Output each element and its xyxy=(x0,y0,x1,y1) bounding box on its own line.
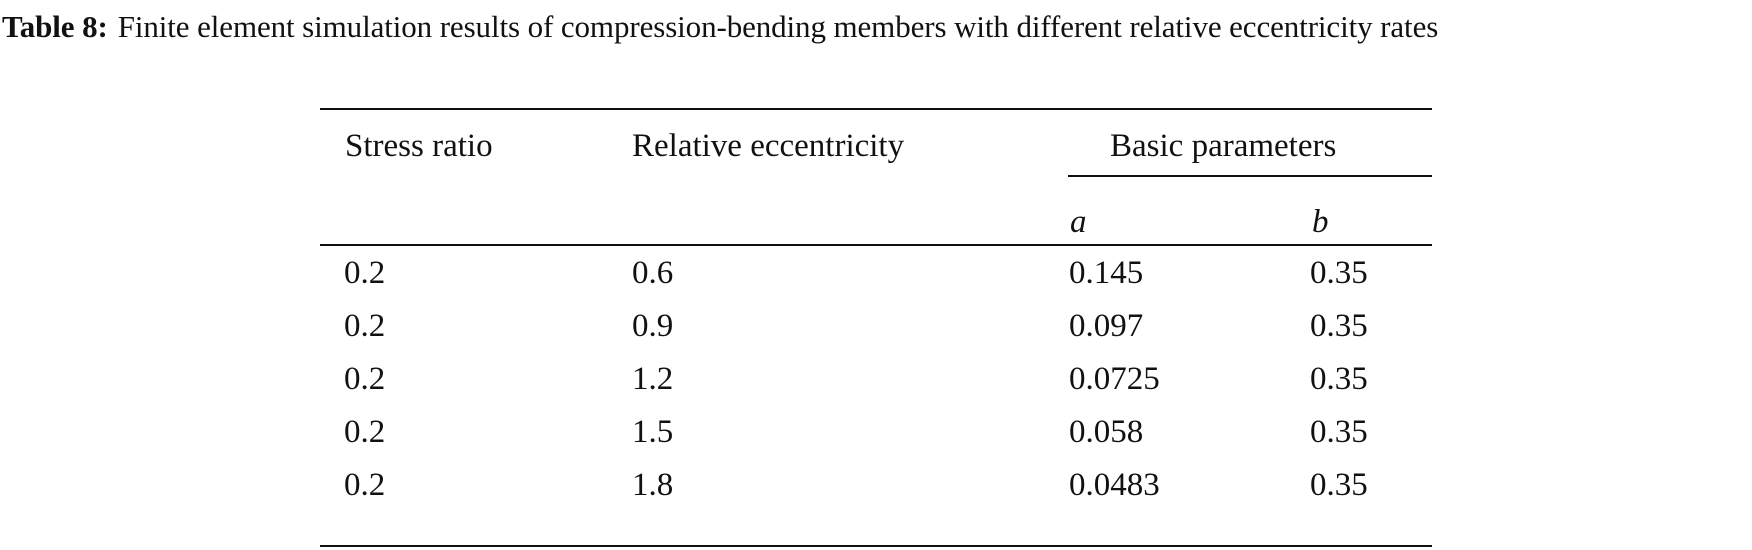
table-row xyxy=(320,306,1432,364)
cell-relative-eccentricity: 1.8 xyxy=(632,467,674,503)
cell-a: 0.0483 xyxy=(1069,467,1160,503)
cell-b: 0.35 xyxy=(1310,414,1368,450)
table-bottom-rule xyxy=(320,545,1432,547)
header-relative-eccentricity: Relative eccentricity xyxy=(632,128,905,164)
table-caption xyxy=(2,4,1747,50)
caption-text: Finite element simulation results of compression-bending members with different relative eccentricity rates xyxy=(117,9,1439,44)
cell-a: 0.145 xyxy=(1069,255,1144,291)
table-header-rule xyxy=(320,244,1432,246)
header-b: b xyxy=(1312,204,1329,240)
cell-relative-eccentricity: 0.6 xyxy=(632,255,674,291)
cell-a: 0.058 xyxy=(1069,414,1144,450)
table-row xyxy=(320,412,1432,470)
header-a: a xyxy=(1070,204,1087,240)
table-row xyxy=(320,465,1432,523)
header-basic-parameters: Basic parameters xyxy=(1110,128,1337,164)
cell-stress-ratio: 0.2 xyxy=(344,414,386,450)
cell-a: 0.097 xyxy=(1069,308,1144,344)
cell-stress-ratio: 0.2 xyxy=(344,255,386,291)
cell-stress-ratio: 0.2 xyxy=(344,467,386,503)
table-top-rule xyxy=(320,108,1432,110)
cell-b: 0.35 xyxy=(1310,255,1368,291)
basic-parameters-underline xyxy=(1068,175,1432,177)
header-stress-ratio: Stress ratio xyxy=(345,128,493,164)
cell-a: 0.0725 xyxy=(1069,361,1160,397)
table-row xyxy=(320,253,1432,311)
cell-b: 0.35 xyxy=(1310,361,1368,397)
cell-relative-eccentricity: 0.9 xyxy=(632,308,674,344)
caption-label: Table 8: xyxy=(2,9,108,44)
cell-stress-ratio: 0.2 xyxy=(344,361,386,397)
cell-stress-ratio: 0.2 xyxy=(344,308,386,344)
cell-b: 0.35 xyxy=(1310,308,1368,344)
results-table xyxy=(320,108,1432,548)
cell-b: 0.35 xyxy=(1310,467,1368,503)
cell-relative-eccentricity: 1.2 xyxy=(632,361,674,397)
table-row xyxy=(320,359,1432,417)
cell-relative-eccentricity: 1.5 xyxy=(632,414,674,450)
